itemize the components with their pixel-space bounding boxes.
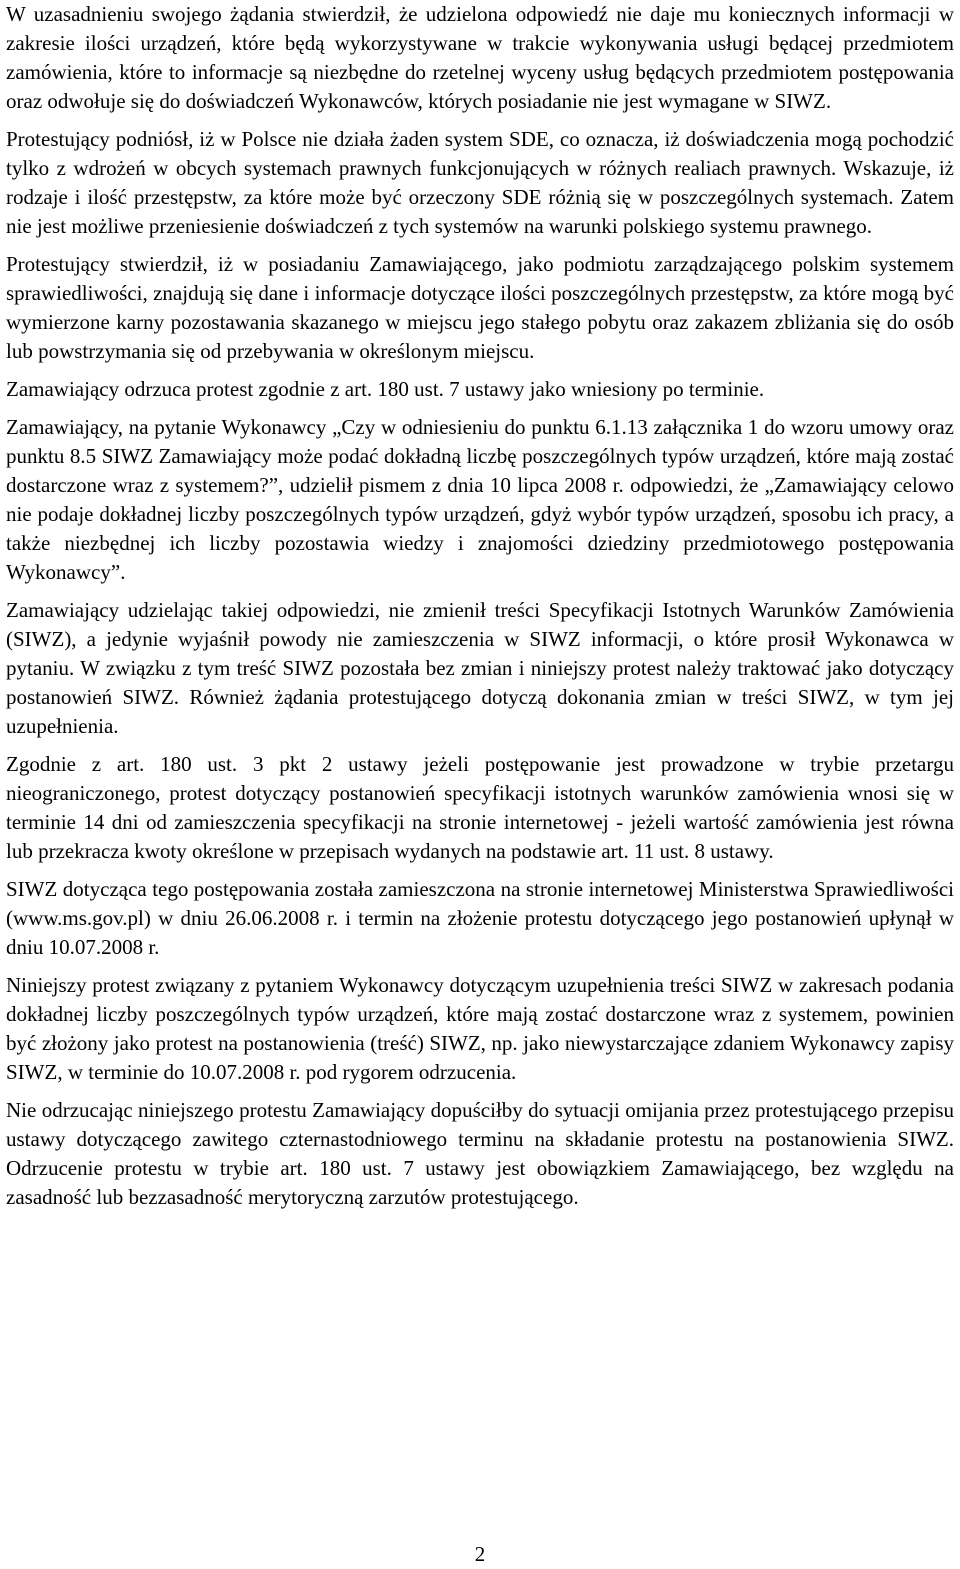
paragraph-legal-basis: Zgodnie z art. 180 ust. 3 pkt 2 ustawy jeżeli postępowanie jest prowadzone w trybie przetargu nieograniczonego, protest dotyczący postanowień specyfikacji istotnych warunków zamówienia wnosi się w terminie 14 dni od zamieszczenia specyfikacji na stronie internetowej - jeżeli wartość zamówienia jest równa lub przekracza kwoty określone w przepisach wydanych na podstawie art. 11 ust. 8 ustawy.: [6, 752, 954, 863]
paragraph-rejection: Zamawiający odrzuca protest zgodnie z art. 180 ust. 7 ustawy jako wniesiony po terminie.: [6, 377, 765, 401]
paragraph-siwz-unchanged: Zamawiający udzielając takiej odpowiedzi, nie zmienił treści Specyfikacji Istotnych Warunków Zamówienia (SIWZ), a jedynie wyjaśnił powody nie zamieszczenia w SIWZ informacji, o które prosił Wykonawca w pytaniu. W związku z tym treść SIWZ pozostała bez zmian i niniejszy protest należy traktować jako dotyczący postanowień SIWZ. Również żądania protestującego dotyczą dokonania zmian w treści SIWZ, w tym jej uzupełnienia.: [6, 598, 954, 738]
paragraph-deadline: Niniejszy protest związany z pytaniem Wykonawcy dotyczącym uzupełnienia treści SIWZ w zakresach podania dokładnej liczby poszczególnych typów urządzeń, które mają zostać dostarczone wraz z systemem, powinien być złożony jako protest na postanowienia (treść) SIWZ, np. jako niewystarczające zdaniem Wykonawcy zapisy SIWZ, w terminie do 10.07.2008 r. pod rygorem odrzucenia.: [6, 973, 954, 1084]
paragraph-question-answer: Zamawiający, na pytanie Wykonawcy „Czy w odniesieniu do punktu 6.1.13 załącznika 1 do wzoru umowy oraz punktu 8.5 SIWZ Zamawiający może podać dokładną liczbę poszczególnych typów urządzeń, które mają zostać dostarczone wraz z systemem?”, udzielił pismem z dnia 10 lipca 2008 r. odpowiedzi, że „Zamawiający celowo nie podaje dokładnej liczby poszczególnych typów urządzeń, gdyż wybór typów urządzeń, sposobu ich pracy, a także niezbędnej ich liczby pozostawia wiedzy i znajomości dziedziny przedmiotowego postępowania Wykonawcy”.: [6, 415, 954, 584]
paragraph-justification: W uzasadnieniu swojego żądania stwierdził, że udzielona odpowiedź nie daje mu koniecznych informacji w zakresie ilości urządzeń, które będą wykorzystywane w trakcie wykonywania usługi będącej przedmiotem zamówienia, które to informacje są niezbędne do rzetelnej wyceny usług będących przedmiotem postępowania oraz odwołuje się do doświadczeń Wykonawców, których posiadanie nie jest wymagane w SIWZ.: [6, 2, 954, 113]
page-number: 2: [474, 1542, 486, 1566]
paragraph-protester-stated: Protestujący stwierdził, iż w posiadaniu Zamawiającego, jako podmiotu zarządzającego polskim systemem sprawiedliwości, znajdują się dane i informacje dotyczące ilości poszczególnych przestępstw, za które mogą być wymierzone karny pozostawania skazanego w miejscu jego stałego pobytu oraz zakazem zbliżania się do osób lub powstrzymania się od przebywania w określonym miejscu.: [6, 252, 954, 363]
paragraph-conclusion: Nie odrzucając niniejszego protestu Zamawiający dopuściłby do sytuacji omijania przez protestującego przepisu ustawy dotyczącego zawitego czternastodniowego terminu na składanie protestu na postanowienia SIWZ. Odrzucenie protestu w trybie art. 180 ust. 7 ustawy jest obowiązkiem Zamawiającego, bez względu na zasadność lub bezzasadność merytoryczną zarzutów protestującego.: [6, 1098, 954, 1209]
paragraph-publication-date: SIWZ dotycząca tego postępowania została zamieszczona na stronie internetowej Ministerstwa Sprawiedliwości (www.ms.gov.pl) w dniu 26.06.2008 r. i termin na złożenie protestu dotyczącego jego postanowień upłynął w dniu 10.07.2008 r.: [6, 877, 954, 959]
paragraph-protester-raised: Protestujący podniósł, iż w Polsce nie działa żaden system SDE, co oznacza, iż doświadczenia mogą pochodzić tylko z wdrożeń w obcych systemach prawnych funkcjonujących w różnych realiach prawnych. Wskazuje, iż rodzaje i ilość przestępstw, za które może być orzeczony SDE różnią się w poszczególnych systemach. Zatem nie jest możliwe przeniesienie doświadczeń z tych systemów na warunki polskiego systemu prawnego.: [6, 127, 954, 238]
